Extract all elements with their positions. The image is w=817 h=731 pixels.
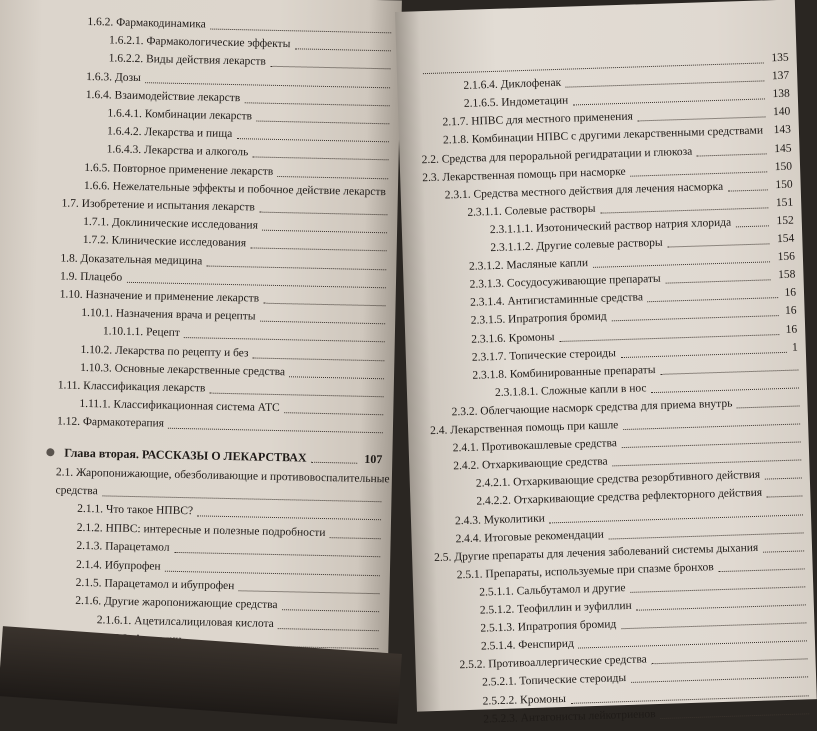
toc-entry-title: 2.1.3. Парацетамол [76, 540, 170, 554]
toc-page-number [770, 409, 800, 410]
toc-page-number: 16 [784, 286, 797, 300]
toc-entry-title: 2.2. Средства для пероральной регидратации и глюкоза [421, 145, 693, 166]
toc-page-number [775, 572, 805, 573]
toc-entry-title: 2.4.2. Отхаркивающие средства [453, 455, 608, 473]
toc-page-number: 140 [772, 105, 791, 119]
toc-entry-title: 2.1.8. Комбинации НПВС с другими лекарственными средствами [442, 124, 764, 147]
toc-page-number [353, 418, 383, 419]
toc-leader-dots [250, 248, 386, 252]
toc-leader-dots [765, 478, 802, 480]
toc-page-number [349, 634, 379, 635]
toc-entry-title: 2.1.1. Что такое НПВС? [77, 503, 194, 518]
toc-entry-title: 2.3.1. Средства местного действия для лечения насморка [444, 180, 724, 202]
toc-entry-title: 2.5.1.4. Фенспирид [480, 637, 575, 653]
toc-leader-dots [697, 153, 767, 156]
toc-page-number [778, 663, 808, 664]
toc-page-number [774, 536, 804, 537]
toc-leader-dots [763, 550, 804, 552]
toc-leader-dots [278, 628, 379, 631]
toc-leader-dots [253, 357, 385, 361]
toc-page-number [349, 615, 379, 616]
toc-entry-title: 1.6.3. Дозы [86, 70, 141, 84]
toc-page-number: 135 [771, 51, 789, 65]
toc-page-number [360, 109, 390, 110]
toc-leader-dots [262, 230, 387, 234]
toc-entry-title: 1.10.1.1. Рецепт [102, 325, 180, 340]
toc-leader-dots [311, 461, 357, 463]
toc-entry-title: 2.3.1.2. Масляные капли [468, 257, 589, 273]
toc-page-number [352, 487, 382, 488]
toc-leader-dots [245, 102, 390, 106]
toc-entry-title: 2.1.6. Другие жаропонижающие средства [75, 595, 278, 612]
toc-entry-title: 2.1.6.1. Ацетилсалициловая кислота [96, 614, 274, 630]
toc-page-number [357, 218, 387, 219]
toc-entry-title: 1.7. Изобретение и испытания лекарств [61, 197, 256, 214]
toc-entry-title: 2.5.2.2. Кромоны [482, 692, 567, 708]
toc-entry-title: 2.1.2. НПВС: интересные и полезные подробности [76, 521, 326, 539]
toc-page-number [355, 327, 385, 328]
toc-page-number: 1 [791, 341, 798, 354]
toc-leader-dots [253, 157, 389, 161]
toc-entry-title: 2.5. Другие препараты для лечения заболеваний системы дыхания [433, 541, 759, 564]
toc-page-number [355, 309, 385, 310]
toc-page-number [771, 464, 801, 465]
toc-entry-title: 2.3.1.6. Кромоны [471, 330, 555, 346]
toc-entry-title: 2.3.1.8.1. Сложные капли в нос [494, 382, 647, 399]
toc-page-number [360, 72, 390, 73]
toc-page-number [779, 699, 809, 700]
toc-page-number [350, 560, 380, 561]
toc-entry-title: 2.4.1. Противокашлевые средства [452, 437, 618, 455]
toc-entry-title: 2.3.1.5. Ипратропия бромид [470, 310, 607, 328]
toc-page-number [361, 54, 391, 55]
toc-leader-dots [289, 376, 384, 379]
toc-page-number [349, 597, 379, 598]
toc-leader-dots [295, 48, 391, 51]
toc-page-number: 151 [775, 196, 794, 209]
toc-page-number [354, 400, 384, 401]
toc-entry-title: 1.11.1. Классификационная система АТС [79, 398, 280, 415]
toc-page-number [354, 363, 384, 364]
toc-page-number [778, 681, 808, 682]
toc-leader-dots [263, 303, 385, 307]
toc-page-number: 137 [771, 69, 790, 83]
toc-entry-title: 1.7.2. Клинические исследования [82, 234, 247, 250]
toc-entry-title: 2.5.2. Противоаллергические средства [459, 653, 647, 672]
toc-page-number [354, 382, 384, 383]
toc-entry-title: 2.5.2.1. Топические стероиды [481, 672, 627, 689]
toc-entry-title: 2.3. Лекарственная помощь при насморке [422, 165, 626, 184]
toc-page-number [772, 482, 802, 483]
toc-page-number [777, 645, 807, 646]
toc-entry-title: 2.3.1.7. Топические стероиды [471, 346, 617, 364]
toc-entry-title: 1.8. Доказательная медицина [60, 252, 203, 268]
toc-entry-title: 2.5.1.3. Ипратропия бромид [480, 618, 617, 635]
toc-entry-title: 2.4.3. Муколитики [454, 512, 546, 527]
toc-page-number [775, 590, 805, 591]
toc-entry-title: 1.6.4.1. Комбинации лекарств [107, 107, 253, 123]
toc-page-number [351, 505, 381, 506]
toc-leader-dots [767, 496, 803, 498]
toc-entry-title: 2.1. Жаропонижающие, обезболивающие и противовоспалительные [55, 465, 390, 485]
toc-entry-title: 2.3.1.3. Сосудосуживающие препараты [469, 272, 661, 291]
toc-entry-title: 2.1.6.5. Индометацин [463, 94, 569, 111]
toc-page-number: 156 [777, 250, 796, 264]
toc-entry-title: 1.6.2.1. Фармакологические эффекты [108, 34, 291, 51]
right-page [395, 0, 817, 726]
toc-leader-dots [256, 121, 389, 125]
toc-entry-title: средства [55, 484, 98, 498]
toc-entry-title: 1.6.4.3. Лекарства и алкоголь [106, 143, 249, 159]
toc-page-number [773, 500, 803, 501]
toc-page-number [356, 272, 386, 273]
toc-page-number: 152 [776, 214, 794, 228]
toc-entry-title: 1.6.4. Взаимодействие лекарств [85, 88, 241, 104]
toc-entry-title: 2.4.2.2. Отхаркивающие средства рефлекторного действия [476, 487, 763, 509]
toc-entry-title: 2.3.2. Облегчающие насморк средства для приема внутрь [451, 397, 733, 419]
toc-leader-dots [660, 713, 809, 719]
toc-entry-title: 2.5.1.2. Теофиллин и эуфиллин [479, 599, 632, 617]
toc-entry-title: 2.4. Лекарственная помощь при кашле [429, 419, 619, 438]
toc-leader-dots [237, 138, 389, 142]
toc-page-number [776, 608, 806, 609]
toc-page-number [769, 391, 799, 392]
toc-page-number [356, 291, 386, 292]
left-page [0, 0, 402, 700]
toc-page-number [774, 554, 804, 555]
toc-leader-dots [278, 176, 389, 179]
toc-page-number: 158 [778, 268, 796, 282]
toc-leader-dots [260, 321, 385, 325]
toc-leader-dots [284, 412, 383, 415]
toc-page-number: 138 [772, 87, 790, 101]
toc-page-number: 154 [776, 232, 795, 246]
toc-page-number [777, 627, 807, 628]
toc-page-number [355, 345, 385, 346]
toc-page-number [769, 373, 799, 374]
toc-entry-title: 2.5.1. Препараты, используемые при спазме бронхов [456, 561, 714, 582]
toc-entry-title: 2.5.1.1. Сальбутамол и другие [479, 581, 626, 599]
toc-entry-title: 2.3.1.1. Солевые растворы [467, 202, 596, 219]
toc-entry-title: 1.6.6. Нежелательные эффекты и побочное действие лекарств [83, 179, 386, 199]
toc-leader-dots [259, 212, 387, 216]
toc-page-number [357, 236, 387, 237]
toc-entry-title: 2.1.4. Ибупрофен [75, 558, 161, 573]
toc-entry-title: 1.10.2. Лекарства по рецепту и без [80, 343, 249, 360]
toc-entry-title: 1.10.3. Основные лекарственные средства [80, 361, 286, 378]
toc-page-number [350, 579, 380, 580]
toc-leader-dots [282, 610, 379, 613]
toc-entry-title: 2.3.1.8. Комбинированные препараты [472, 363, 656, 382]
toc-entry-title: 2.1.5. Парацетамол и ибупрофен [75, 576, 235, 593]
toc-page-number [357, 254, 387, 255]
toc-entry-title: 2.4.2.1. Отхаркивающие средства резорбтивного действия [475, 469, 761, 490]
toc-entry-title: 1.6.2. Фармакодинамика [87, 15, 206, 31]
toc-entry-title: 1.10.1. Назначения врача и рецепты [81, 307, 256, 323]
toc-page-number [362, 18, 392, 19]
toc-page-number: 16 [784, 304, 797, 318]
toc-entry-title: 2.1.7. НПВС для местного применения [442, 110, 633, 129]
toc-entry-title: 1.6.2.2. Виды действия лекарств [108, 52, 267, 69]
toc-page-number [351, 523, 381, 524]
toc-page-number [773, 518, 803, 519]
toc-page-number [358, 200, 388, 201]
toc-entry-title: 1.6.4.2. Лекарства и пища [106, 125, 233, 141]
toc-page-number [768, 355, 798, 356]
toc-entry-title: 2.3.1.4. Антигистаминные средства [469, 291, 644, 310]
toc-entry-title: 2.3.1.1.1. Изотонический раствор натрия хлорида [489, 216, 732, 237]
toc-page-number [358, 163, 388, 164]
toc-entry-title: 2.1.6.4. Диклофенак [463, 76, 562, 92]
toc-page-number: 107 [364, 451, 383, 466]
toc-page-number [359, 145, 389, 146]
toc-leader-dots [330, 537, 381, 539]
toc-page-number [770, 428, 800, 429]
toc-leader-dots [718, 568, 804, 572]
toc-page-number: 143 [773, 124, 792, 137]
toc-entry-title: 2.5.2.3. Антагонисты лейкотриенов [483, 707, 656, 726]
toc-page-number: 150 [775, 178, 793, 191]
toc-page-number [360, 90, 390, 91]
toc-entry-title: 1.10. Назначение и применение лекарств [59, 288, 260, 305]
toc-leader-dots [270, 66, 390, 70]
toc-page-number [771, 446, 801, 447]
toc-page-number [359, 127, 389, 128]
toc-entry-title: 1.9. Плацебо [59, 270, 123, 284]
toc-leader-dots [728, 189, 768, 191]
toc-page-number: 150 [774, 160, 793, 173]
toc-leader-dots [737, 405, 800, 408]
toc-leader-dots [239, 590, 380, 594]
toc-page-number [351, 542, 381, 543]
toc-entry-title: 1.6.5. Повторное применение лекарств [84, 161, 274, 178]
toc-page-number: 145 [774, 142, 792, 155]
toc-entry-title: 1.11. Классификация лекарств [57, 379, 206, 395]
toc-page-number [361, 36, 391, 37]
toc-entry-title: 1.7.1. Доклинические исследования [83, 216, 259, 232]
toc-entry-title: Глава вторая. РАССКАЗЫ О ЛЕКАРСТВАХ [64, 445, 307, 465]
toc-page-number: 16 [785, 323, 798, 336]
toc-entry-title: 1.12. Фармакотерапия [56, 415, 165, 431]
toc-entry-title: 2.3.1.1.2. Другие солевые растворы [490, 236, 663, 255]
toc-leader-dots [168, 428, 383, 433]
toc-entry-title: 2.4.4. Итоговые рекомендации [455, 528, 605, 545]
